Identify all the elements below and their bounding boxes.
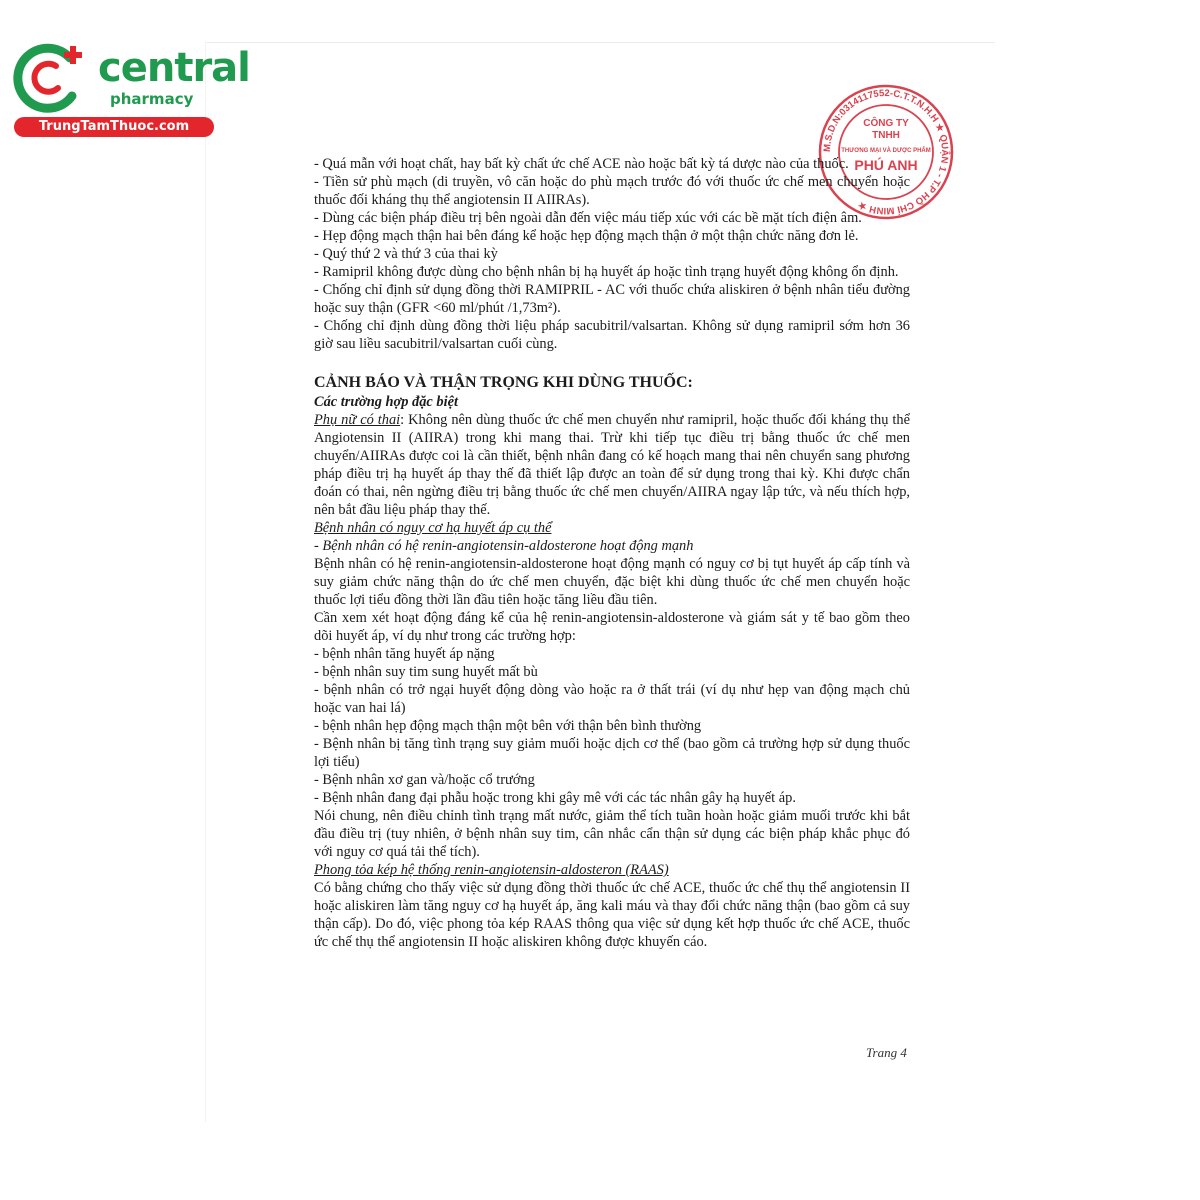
raas-paragraph-2: Cần xem xét hoạt động đáng kể của hệ renin-angiotensin-aldosterone và giám sát y tế bao gồm theo dõi huyết áp, ví dụ như trong các trường hợp: — [314, 610, 910, 644]
raas-paragraph-1: Bệnh nhân có hệ renin-angiotensin-aldosterone hoạt động mạnh có nguy cơ bị tụt huyết áp cấp tính và suy giảm chức năng thận do ức chế men chuyển, đặc biệt khi dùng thuốc ức chế men chuyển hoặc thuốc lợi tiểu đồng thời lần đầu tiên hoặc tăng liều đầu tiên. — [314, 556, 910, 608]
contraindication-item: - Tiền sử phù mạch (di truyền, vô căn hoặc do phù mạch trước đó với thuốc ức chế men chuyển hoặc thuốc đối kháng thụ thể angiotensin II AIIRAs). — [314, 174, 910, 208]
stamp-line1: CÔNG TY — [863, 118, 909, 129]
risk-case-item: - bệnh nhân suy tim sung huyết mất bù — [314, 664, 538, 680]
special-cases-heading: Các trường hợp đặc biệt — [314, 394, 458, 410]
scan-edge — [205, 42, 995, 43]
document-body — [314, 155, 910, 951]
stamp-line3: THƯƠNG MẠI VÀ DƯỢC PHẨM — [841, 148, 931, 154]
risk-cases-list — [314, 645, 910, 807]
risk-case-item: - Bệnh nhân bị tăng tình trạng suy giảm muối hoặc dịch cơ thể (bao gồm cả trường hợp sử dụng thuốc lợi tiểu) — [314, 736, 910, 770]
risk-case-item: - bệnh nhân tăng huyết áp nặng — [314, 646, 495, 662]
hypotension-risk-heading: Bệnh nhân có nguy cơ hạ huyết áp cụ thể — [314, 520, 552, 536]
brand-name: central — [98, 45, 250, 91]
general-paragraph: Nói chung, nên điều chỉnh tình trạng mất nước, giảm thể tích tuần hoàn hoặc giảm muối trước khi bắt đầu điều trị (tuy nhiên, ở bệnh nhân suy tim, cân nhắc cẩn thận sử dụng các biện pháp khắc phục đó với nguy cơ quá tải thể tích). — [314, 808, 910, 860]
risk-case-item: - Bệnh nhân xơ gan và/hoặc cổ trướng — [314, 772, 535, 788]
scan-edge-left — [205, 42, 206, 1122]
risk-case-item: - bệnh nhân hẹp động mạch thận một bên với thận bên bình thường — [314, 718, 702, 734]
risk-case-item: - bệnh nhân có trở ngại huyết động dòng vào hoặc ra ở thất trái (ví dụ như hẹp van động mạch chủ hoặc van hai lá) — [314, 682, 910, 716]
stamp-line4: PHÚ ANH — [854, 157, 918, 173]
page-number: Trang 4 — [866, 1045, 907, 1060]
contraindication-item: - Quá mẫn với hoạt chất, hay bất kỳ chất ức chế ACE nào hoặc bất kỳ tá dược nào của thuốc. — [314, 156, 849, 172]
stamp-ring-text: M.S.D.N:0314117552-C.T.T.N.H.H ★ QUẬN 1 - T.P HỒ CHÍ MINH ★ — [821, 87, 951, 217]
warnings-heading: CẢNH BÁO VÀ THẬN TRỌNG KHI DÙNG THUỐC: — [314, 374, 693, 391]
raas-active-heading: - Bệnh nhân có hệ renin-angiotensin-aldosterone hoạt động mạnh — [314, 538, 694, 554]
contraindication-item: - Chống chỉ định dùng đồng thời liệu pháp sacubitril/valsartan. Không sử dụng ramipril sớm hơn 36 giờ sau liều sacubitril/valsartan cuối cùng. — [314, 318, 910, 352]
central-logo-icon — [10, 40, 96, 116]
brand-logo[interactable] — [10, 40, 250, 140]
pregnancy-paragraph — [314, 411, 910, 519]
dual-blockade-paragraph: Có bằng chứng cho thấy việc sử dụng đồng thời thuốc ức chế ACE, thuốc ức chế thụ thể angiotensin II hoặc aliskiren làm tăng nguy cơ hạ huyết áp, ăng kali máu và thay đổi chức năng thận (bao gồm cả suy thận cấp). Do đó, việc phong tỏa kép RAAS thông qua việc sử dụng kết hợp thuốc ức chế ACE, thuốc ức chế thụ thể angiotensin II hoặc aliskiren không được khuyến cáo. — [314, 880, 910, 950]
contraindication-item: - Ramipril không được dùng cho bệnh nhân bị hạ huyết áp hoặc tình trạng huyết động không ổn định. — [314, 264, 899, 280]
contraindication-item: - Hẹp động mạch thận hai bên đáng kể hoặc hẹp động mạch thận ở một thận chức năng đơn lẻ. — [314, 228, 859, 244]
contraindication-item: - Chống chỉ định sử dụng đồng thời RAMIPRIL - AC với thuốc chứa aliskiren ở bệnh nhân tiểu đường hoặc suy thận (GFR <60 ml/phút /1,73m²). — [314, 282, 910, 316]
brand-url[interactable]: TrungTamThuoc.com — [14, 117, 214, 137]
risk-case-item: - Bệnh nhân đang đại phẫu hoặc trong khi gây mê với các tác nhân gây hạ huyết áp. — [314, 790, 796, 806]
pregnancy-label: Phụ nữ có thai — [314, 412, 401, 428]
contraindications-list — [314, 155, 910, 353]
brand-sub: pharmacy — [110, 90, 194, 108]
stamp-line2: TNHH — [872, 130, 900, 141]
contraindication-item: - Quý thứ 2 và thứ 3 của thai kỳ — [314, 246, 498, 262]
contraindication-item: - Dùng các biện pháp điều trị bên ngoài dẫn đến việc máu tiếp xúc với các bề mặt tích điện âm. — [314, 210, 862, 226]
pregnancy-text: : Không nên dùng thuốc ức chế men chuyển như ramipril, hoặc thuốc đối kháng thụ thể Angiotensin II (AIIRA) trong khi mang thai. Trừ khi tiếp tục điều trị bằng thuốc ức chế men chuyển/AIIRAs được coi là cần thiết, bệnh nhân đang có kế hoạch mang thai nên chuyển sang phương pháp điều trị hạ huyết áp thay thế đã thiết lập được an toàn để sử dụng trong thai kỳ. Khi được chẩn đoán có thai, nên ngừng điều trị bằng thuốc ức chế men chuyển/AIIRA ngay lập tức, và nếu thích hợp, nên bắt đầu liệu pháp thay thế. — [314, 412, 910, 518]
dual-blockade-heading: Phong tỏa kép hệ thống renin-angiotensin-aldosteron (RAAS) — [314, 862, 669, 878]
